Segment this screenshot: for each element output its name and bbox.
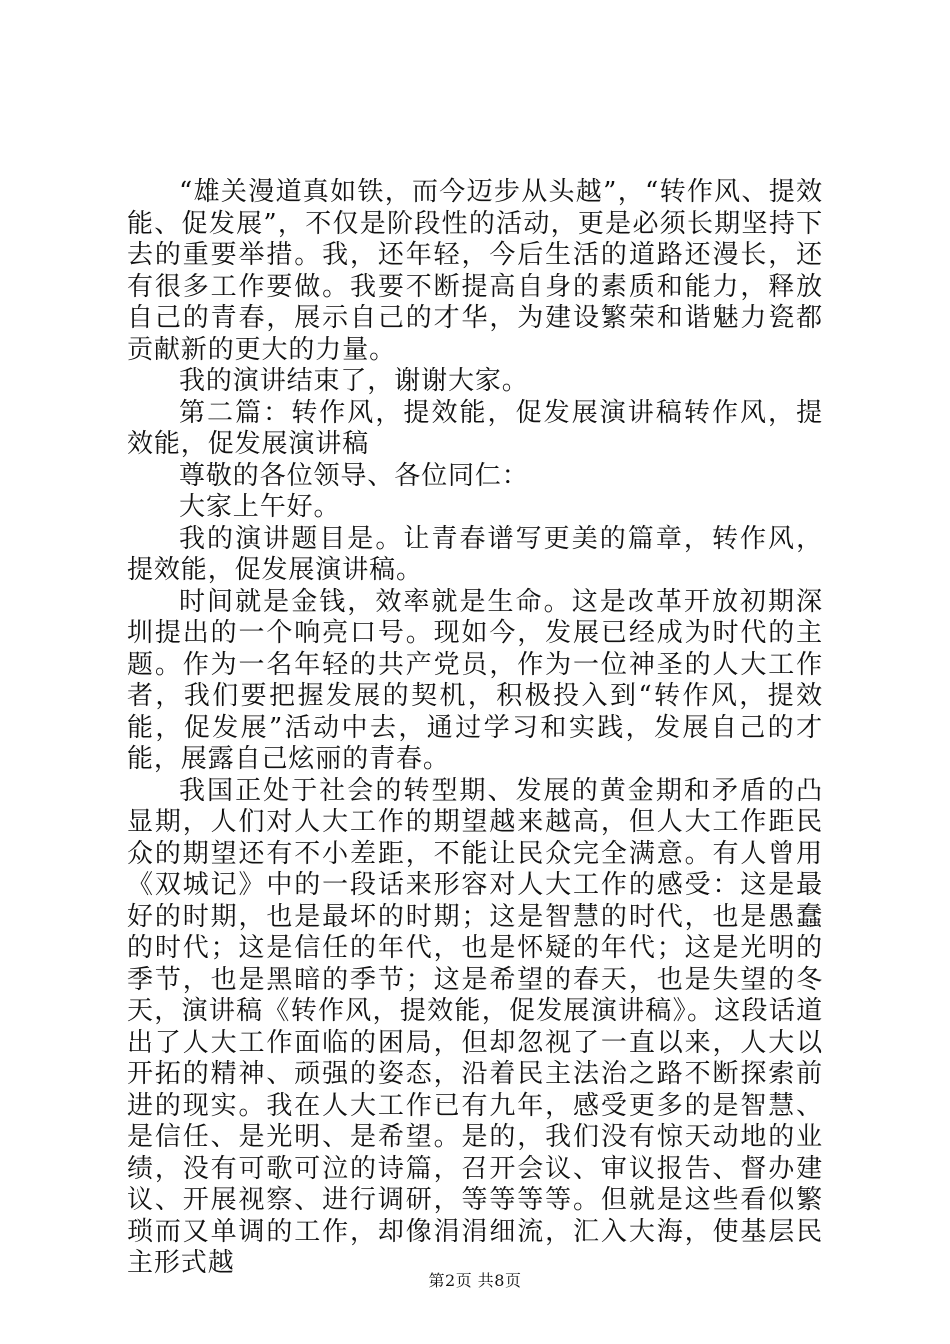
paragraph: “雄关漫道真如铁，而今迈步从头越”，“转作风、提效能、促发展”，不仅是阶段性的活动，更是必须长期坚持下去的重要举措。我，还年轻，今后生活的道路还漫长，还有很多工作要做。我要不断提高自身的素质和能力，释放自己的青春，展示自己的才华，为建设繁荣和谐魅力瓷都贡献新的更大的力量。 bbox=[127, 177, 823, 365]
page-footer: 第2页 共8页 bbox=[428, 1271, 522, 1290]
document-body bbox=[127, 177, 823, 1280]
paragraph: 我国正处于社会的转型期、发展的黄金期和矛盾的凸显期，人们对人大工作的期望越来越高，但人大工作距民众的期望还有不小差距，不能让民众完全满意。有人曾用《双城记》中的一段话来形容对人大工作的感受：这是最好的时期，也是最坏的时期；这是智慧的时代，也是愚蠢的时代；这是信任的年代，也是怀疑的年代；这是光明的季节，也是黑暗的季节；这是希望的春天，也是失望的冬天，演讲稿《转作风，提效能，促发展演讲稿》。这段话道出了人大工作面临的困局，但却忽视了一直以来，人大以开拓的精神、顽强的姿态，沿着民主法治之路不断探索前进的现实。我在人大工作已有九年，感受更多的是智慧、是信任、是光明、是希望。是的，我们没有惊天动地的业绩，没有可歌可泣的诗篇，召开会议、审议报告、督办建议、开展视察、进行调研，等等等等。但就是这些看似繁琐而又单调的工作，却像涓涓细流，汇入大海，使基层民主形式越 bbox=[127, 775, 823, 1278]
paragraph: 时间就是金钱，效率就是生命。这是改革开放初期深圳提出的一个响亮口号。现如今，发展已经成为时代的主题。作为一名年轻的共产党员，作为一位神圣的人大工作者，我们要把握发展的契机，积极投入到“转作风，提效能，促发展”活动中去，通过学习和实践，发展自己的才能，展露自己炫丽的青春。 bbox=[127, 586, 823, 774]
paragraph: 第二篇：转作风，提效能，促发展演讲稿转作风，提效能，促发展演讲稿 bbox=[127, 397, 823, 459]
paragraph: 我的演讲结束了，谢谢大家。 bbox=[179, 366, 529, 396]
paragraph: 尊敬的各位领导、各位同仁： bbox=[179, 460, 529, 491]
paragraph: 我的演讲题目是。让青春谱写更美的篇章，转作风，提效能，促发展演讲稿。 bbox=[127, 523, 823, 585]
paragraph: 大家上午好。 bbox=[179, 492, 341, 522]
